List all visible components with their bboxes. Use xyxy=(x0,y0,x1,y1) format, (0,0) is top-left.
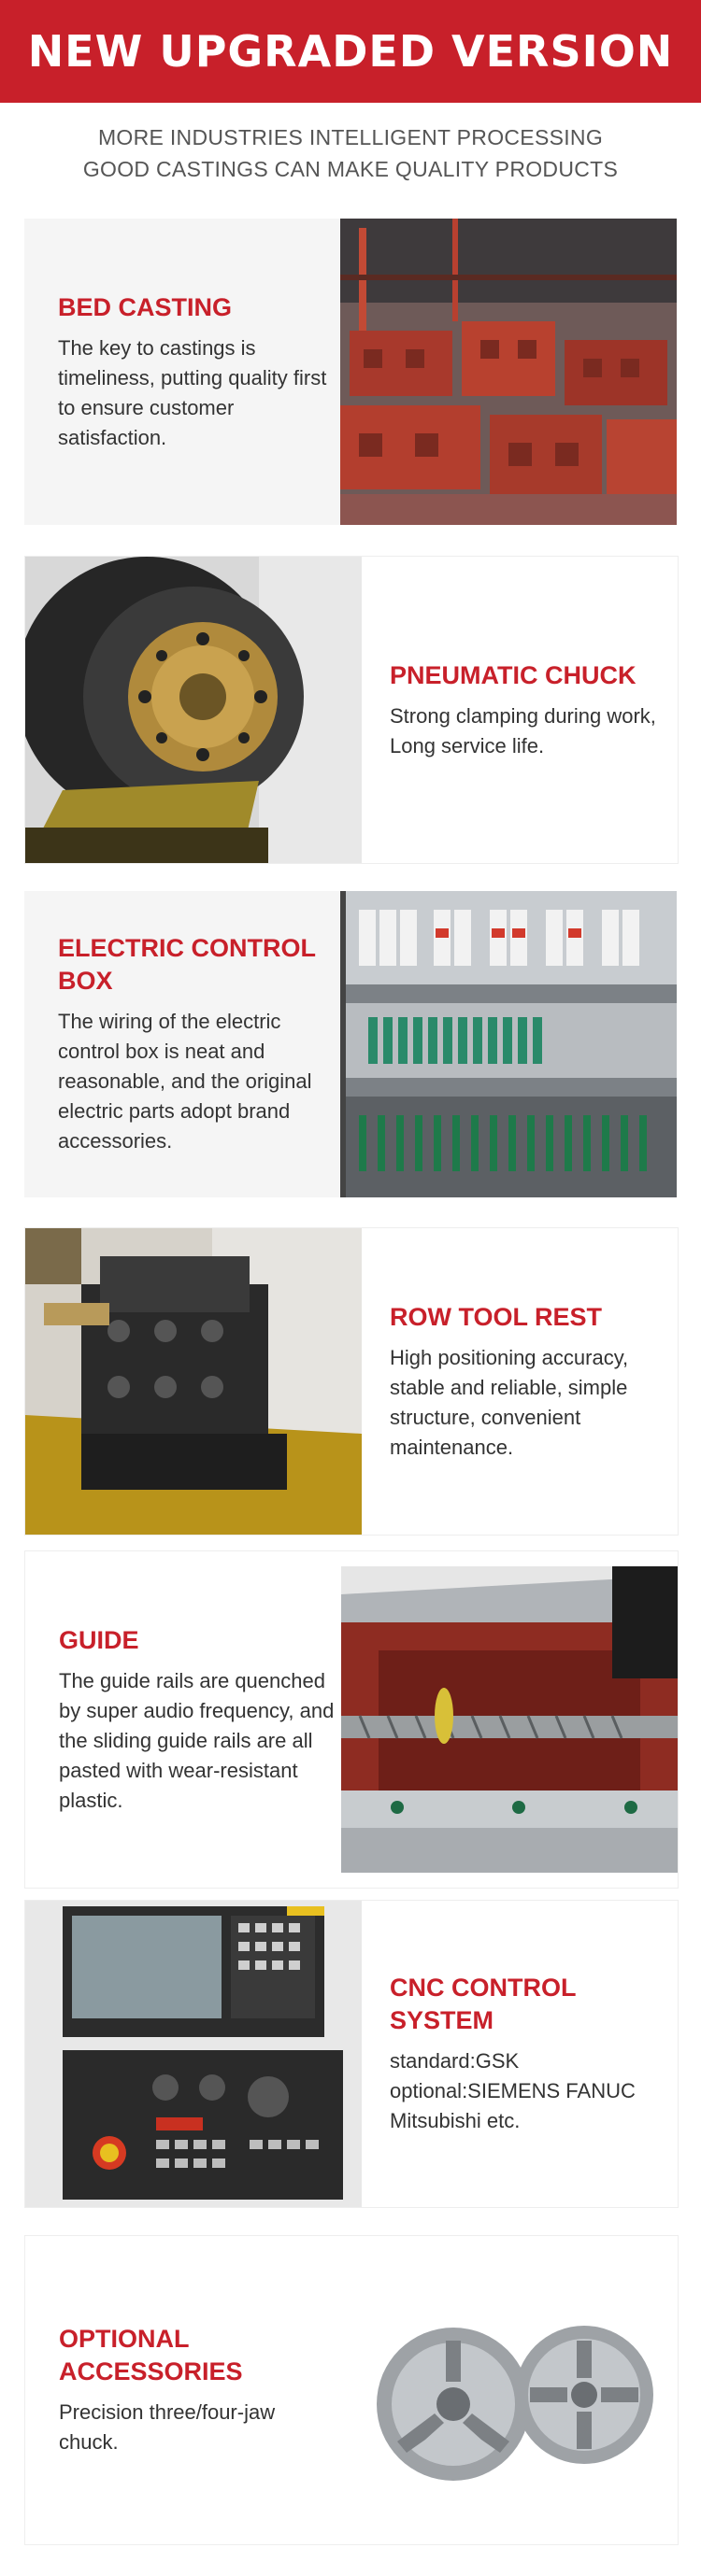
section-title: OPTIONAL ACCESSORIES xyxy=(59,2325,243,2385)
section-bed-casting xyxy=(24,219,677,525)
header-banner xyxy=(0,0,701,103)
section-optional-accessories xyxy=(24,2235,679,2545)
electric-box-photo xyxy=(340,891,677,1197)
tool-rest-photo xyxy=(25,1228,362,1535)
cnc-panel-photo xyxy=(25,1901,362,2207)
intro-line-2: GOOD CASTINGS CAN MAKE QUALITY PRODUCTS xyxy=(82,157,619,181)
section-title: ELECTRIC CONTROL BOX xyxy=(58,934,316,995)
page-title: NEW UPGRADED VERSION xyxy=(27,26,674,77)
section-title: ROW TOOL REST xyxy=(390,1302,603,1331)
chuck-accessories-photo xyxy=(341,2236,678,2542)
section-electric-control-box xyxy=(24,891,677,1197)
section-row-tool-rest xyxy=(24,1227,679,1536)
section-description: The guide rails are quenched by super audio frequency, and the sliding guide rails are all pasted with wear-resistant plastic. xyxy=(59,1668,335,1812)
section-description: Strong clamping during work, Long service life. xyxy=(390,703,656,757)
section-title: PNEUMATIC CHUCK xyxy=(390,660,637,689)
section-guide xyxy=(24,1550,679,1889)
section-title: BED CASTING xyxy=(58,292,233,321)
section-description: The wiring of the electric control box is neat and reasonable, and the original electric parts adopt brand accessories. xyxy=(58,1010,312,1153)
section-title: GUIDE xyxy=(59,1625,139,1654)
bed-casting-photo xyxy=(340,219,677,525)
guide-rail-photo xyxy=(341,1566,678,1873)
section-pneumatic-chuck xyxy=(24,556,679,864)
section-description: High positioning accuracy, stable and reliable, simple structure, convenient maintenance. xyxy=(390,1345,629,1459)
section-cnc-control-system xyxy=(24,1900,679,2208)
pneumatic-chuck-photo xyxy=(25,557,362,863)
intro-text xyxy=(0,121,701,185)
intro-line-1: MORE INDUSTRIES INTELLIGENT PROCESSING xyxy=(97,125,604,149)
section-title: CNC CONTROL SYSTEM xyxy=(390,1974,576,2034)
section-description: The key to castings is timeliness, putting quality first to ensure customer satisfaction. xyxy=(58,335,327,449)
section-description: standard:GSK optional:SIEMENS FANUC Mitsubishi etc. xyxy=(390,2049,636,2132)
section-description: Precision three/four-jaw chuck. xyxy=(59,2400,276,2454)
